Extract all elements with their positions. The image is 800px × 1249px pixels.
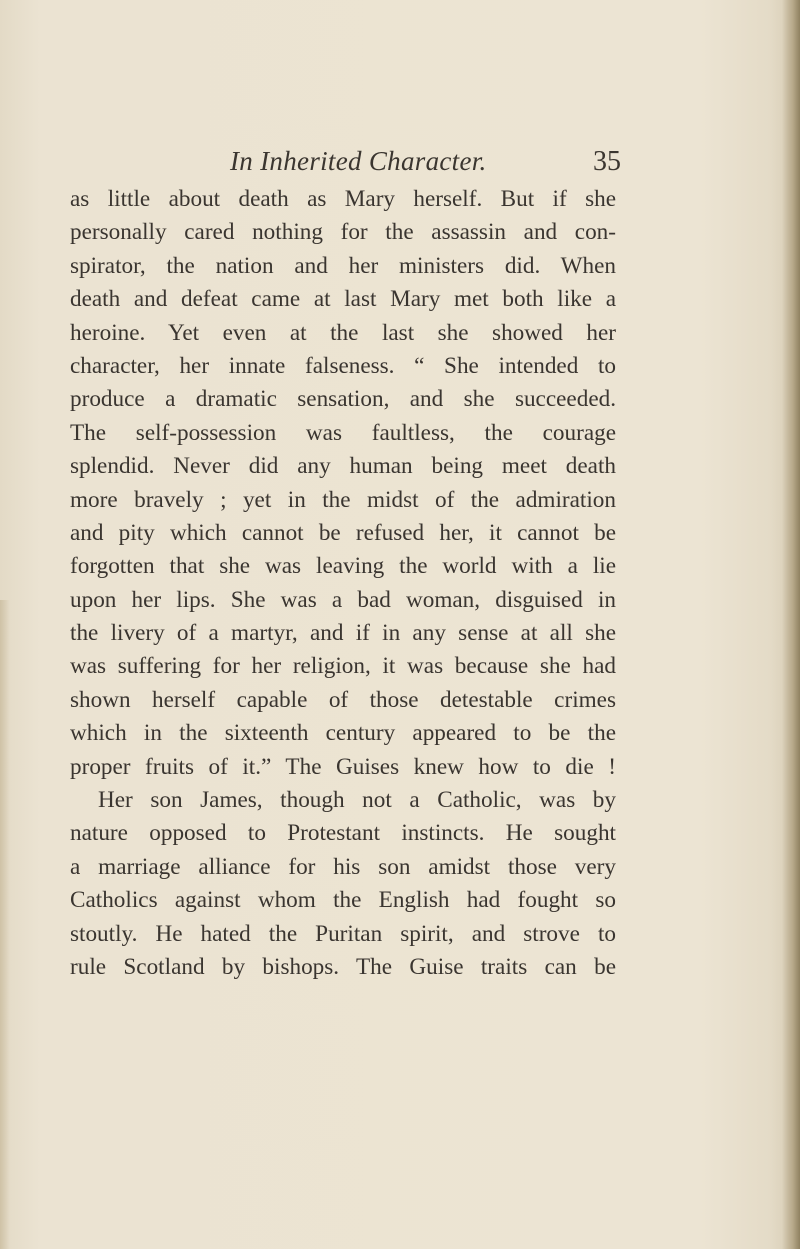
page-binding-edge <box>782 0 800 1249</box>
text-line: splendid. Never did any human being meet death <box>70 453 616 480</box>
text-line: stoutly. He hated the Puritan spirit, and strove to <box>70 920 616 947</box>
text-line: proper fruits of it.” The Guises knew how to die ! <box>70 753 616 780</box>
text-line: was suffering for her religion, it was because she had <box>70 653 616 680</box>
text-line: a marriage alliance for his son amidst those very <box>70 853 616 880</box>
page-number: 35 <box>593 146 621 177</box>
text-line: personally cared nothing for the assassin and con- <box>70 219 616 246</box>
page-left-shadow <box>0 600 10 1249</box>
text-line: character, her innate falseness. “ She intended to <box>70 352 616 379</box>
text-line: nature opposed to Protestant instincts. He sought <box>70 820 616 847</box>
text-line: more bravely ; yet in the midst of the admiration <box>70 486 616 513</box>
text-line: Catholics against whom the English had fought so <box>70 887 616 914</box>
body-text <box>70 183 616 984</box>
text-line: forgotten that she was leaving the world with a lie <box>70 553 616 580</box>
text-line: the livery of a martyr, and if in any sense at all she <box>70 620 616 647</box>
text-line: as little about death as Mary herself. But if she <box>70 186 616 212</box>
text-line: rule Scotland by bishops. The Guise traits can be <box>70 953 616 980</box>
text-line: which in the sixteenth century appeared to be the <box>70 720 616 747</box>
text-line: Her son James, though not a Catholic, was by <box>98 787 616 814</box>
text-line: produce a dramatic sensation, and she succeeded. <box>70 386 616 413</box>
text-line: death and defeat came at last Mary met both like a <box>70 286 616 313</box>
text-line: spirator, the nation and her ministers did. When <box>70 252 616 279</box>
page-header <box>0 146 800 186</box>
text-line: upon her lips. She was a bad woman, disguised in <box>70 586 616 613</box>
text-line: shown herself capable of those detestable crimes <box>70 686 616 713</box>
text-line: and pity which cannot be refused her, it cannot be <box>70 519 616 546</box>
text-line: heroine. Yet even at the last she showed her <box>70 319 616 346</box>
running-head: In Inherited Character. <box>230 146 487 176</box>
text-line: The self-possession was faultless, the courage <box>70 419 616 446</box>
